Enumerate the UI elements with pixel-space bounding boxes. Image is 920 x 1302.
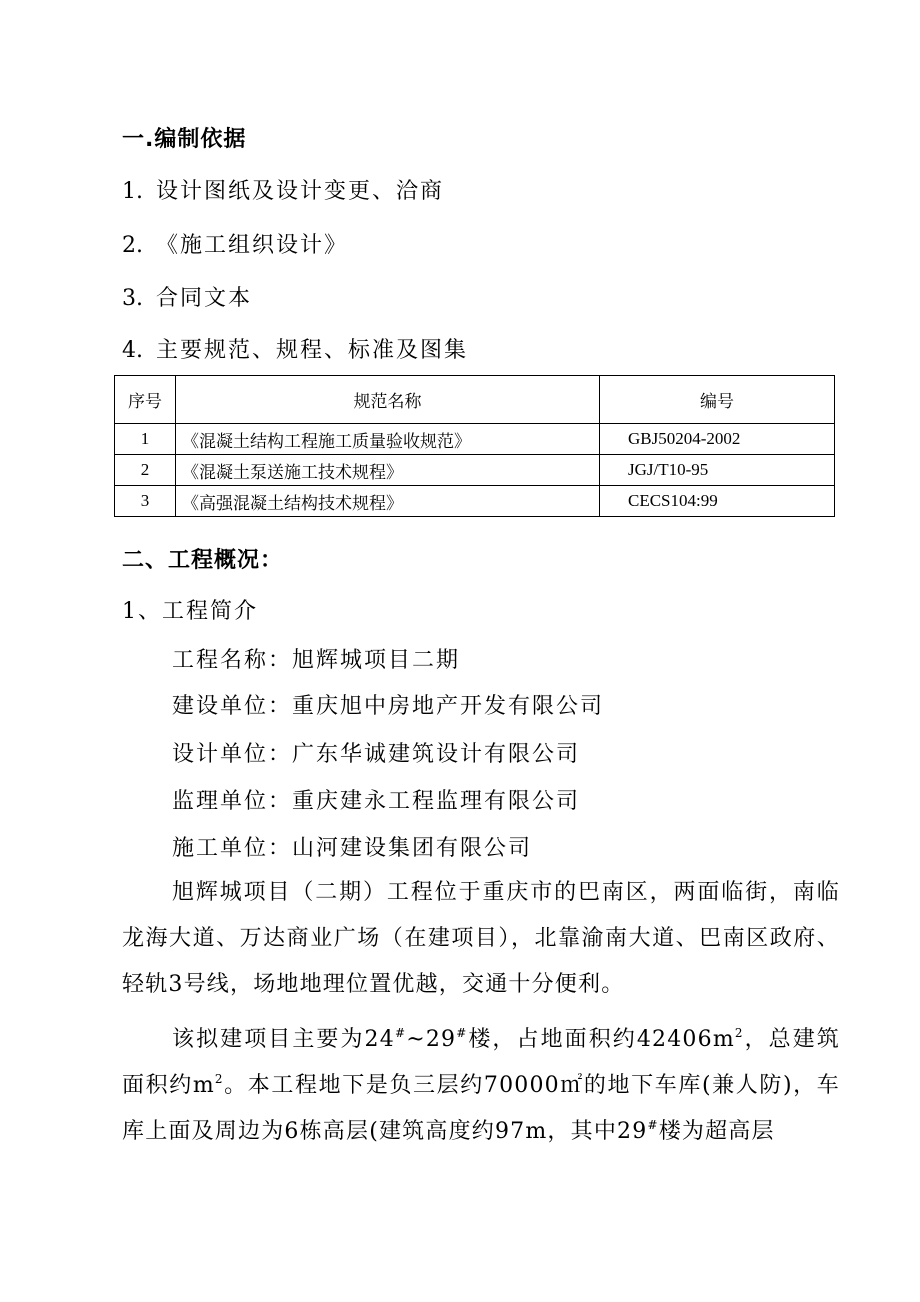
row-code: JGJ/T10-95 [600, 455, 835, 486]
text-run: 楼，占地面积约42406m [467, 1027, 735, 1052]
row-code: CECS104:99 [600, 486, 835, 517]
table-header-row [115, 376, 835, 424]
info-contractor: 施工单位：山河建设集团有限公司 [172, 836, 533, 861]
table-row [115, 455, 835, 486]
info-developer: 建设单位：重庆旭中房地产开发有限公司 [172, 694, 605, 719]
row-code: GBJ50204-2002 [600, 424, 835, 455]
info-designer: 设计单位：广东华诚建筑设计有限公司 [172, 742, 581, 767]
section-2-title: 二、工程概况： [122, 548, 284, 573]
standards-table [114, 375, 835, 517]
header-code: 编号 [600, 376, 835, 424]
text-run: 该拟建项目主要为24 [172, 1027, 395, 1052]
table-row [115, 486, 835, 517]
basis-item-number: 1. [122, 179, 143, 204]
info-supervisor: 监理单位：重庆建永工程监理有限公司 [172, 789, 581, 814]
text-run: 楼为超高层 [658, 1119, 775, 1144]
row-index: 3 [115, 486, 176, 517]
superscript: 2 [214, 1072, 224, 1086]
superscript: # [394, 1026, 407, 1040]
text-run: 。本工程地下是负三层约70000㎡的地下车库(兼人防)，车库上面及周边为6栋高层(建筑高度约97m，其中29 [122, 1073, 840, 1144]
row-index: 2 [115, 455, 176, 486]
superscript: # [456, 1026, 468, 1040]
row-name: 《高强混凝土结构技术规程》 [176, 486, 600, 517]
basis-item-2 [122, 228, 348, 259]
basis-item-3 [122, 281, 252, 312]
project-scale-paragraph [122, 1017, 840, 1155]
basis-item-number: 4. [122, 338, 143, 363]
info-project-name: 工程名称：旭辉城项目二期 [172, 648, 461, 673]
table-row [115, 424, 835, 455]
row-index: 1 [115, 424, 176, 455]
section-1-title: 一.编制依据 [122, 127, 247, 152]
row-name: 《混凝土泵送施工技术规程》 [176, 455, 600, 486]
basis-item-number: 3. [122, 286, 143, 311]
text-run: ，总建筑面积约m [122, 1027, 841, 1098]
basis-item-4 [122, 333, 468, 364]
basis-item-text: 主要规范、规程、标准及图集 [156, 338, 469, 363]
basis-item-number: 2. [122, 233, 143, 258]
basis-item-text: 合同文本 [156, 286, 253, 311]
header-name: 规范名称 [176, 376, 600, 424]
project-intro-subtitle: 1、工程简介 [122, 599, 258, 624]
header-index: 序号 [115, 376, 176, 424]
basis-item-1 [122, 174, 444, 205]
superscript: # [647, 1118, 659, 1132]
basis-item-text: 设计图纸及设计变更、洽商 [156, 179, 445, 204]
superscript: 2 [734, 1026, 744, 1040]
row-name: 《混凝土结构工程施工质量验收规范》 [176, 424, 600, 455]
basis-item-text: 《施工组织设计》 [156, 233, 349, 258]
project-location-paragraph: 旭辉城项目（二期）工程位于重庆市的巴南区，两面临街，南临龙海大道、万达商业广场（在建项目），北靠渝南大道、巴南区政府、轻轨3号线，场地地理位置优越，交通十分便利。 [122, 880, 840, 997]
text-run: ~29 [406, 1027, 457, 1052]
